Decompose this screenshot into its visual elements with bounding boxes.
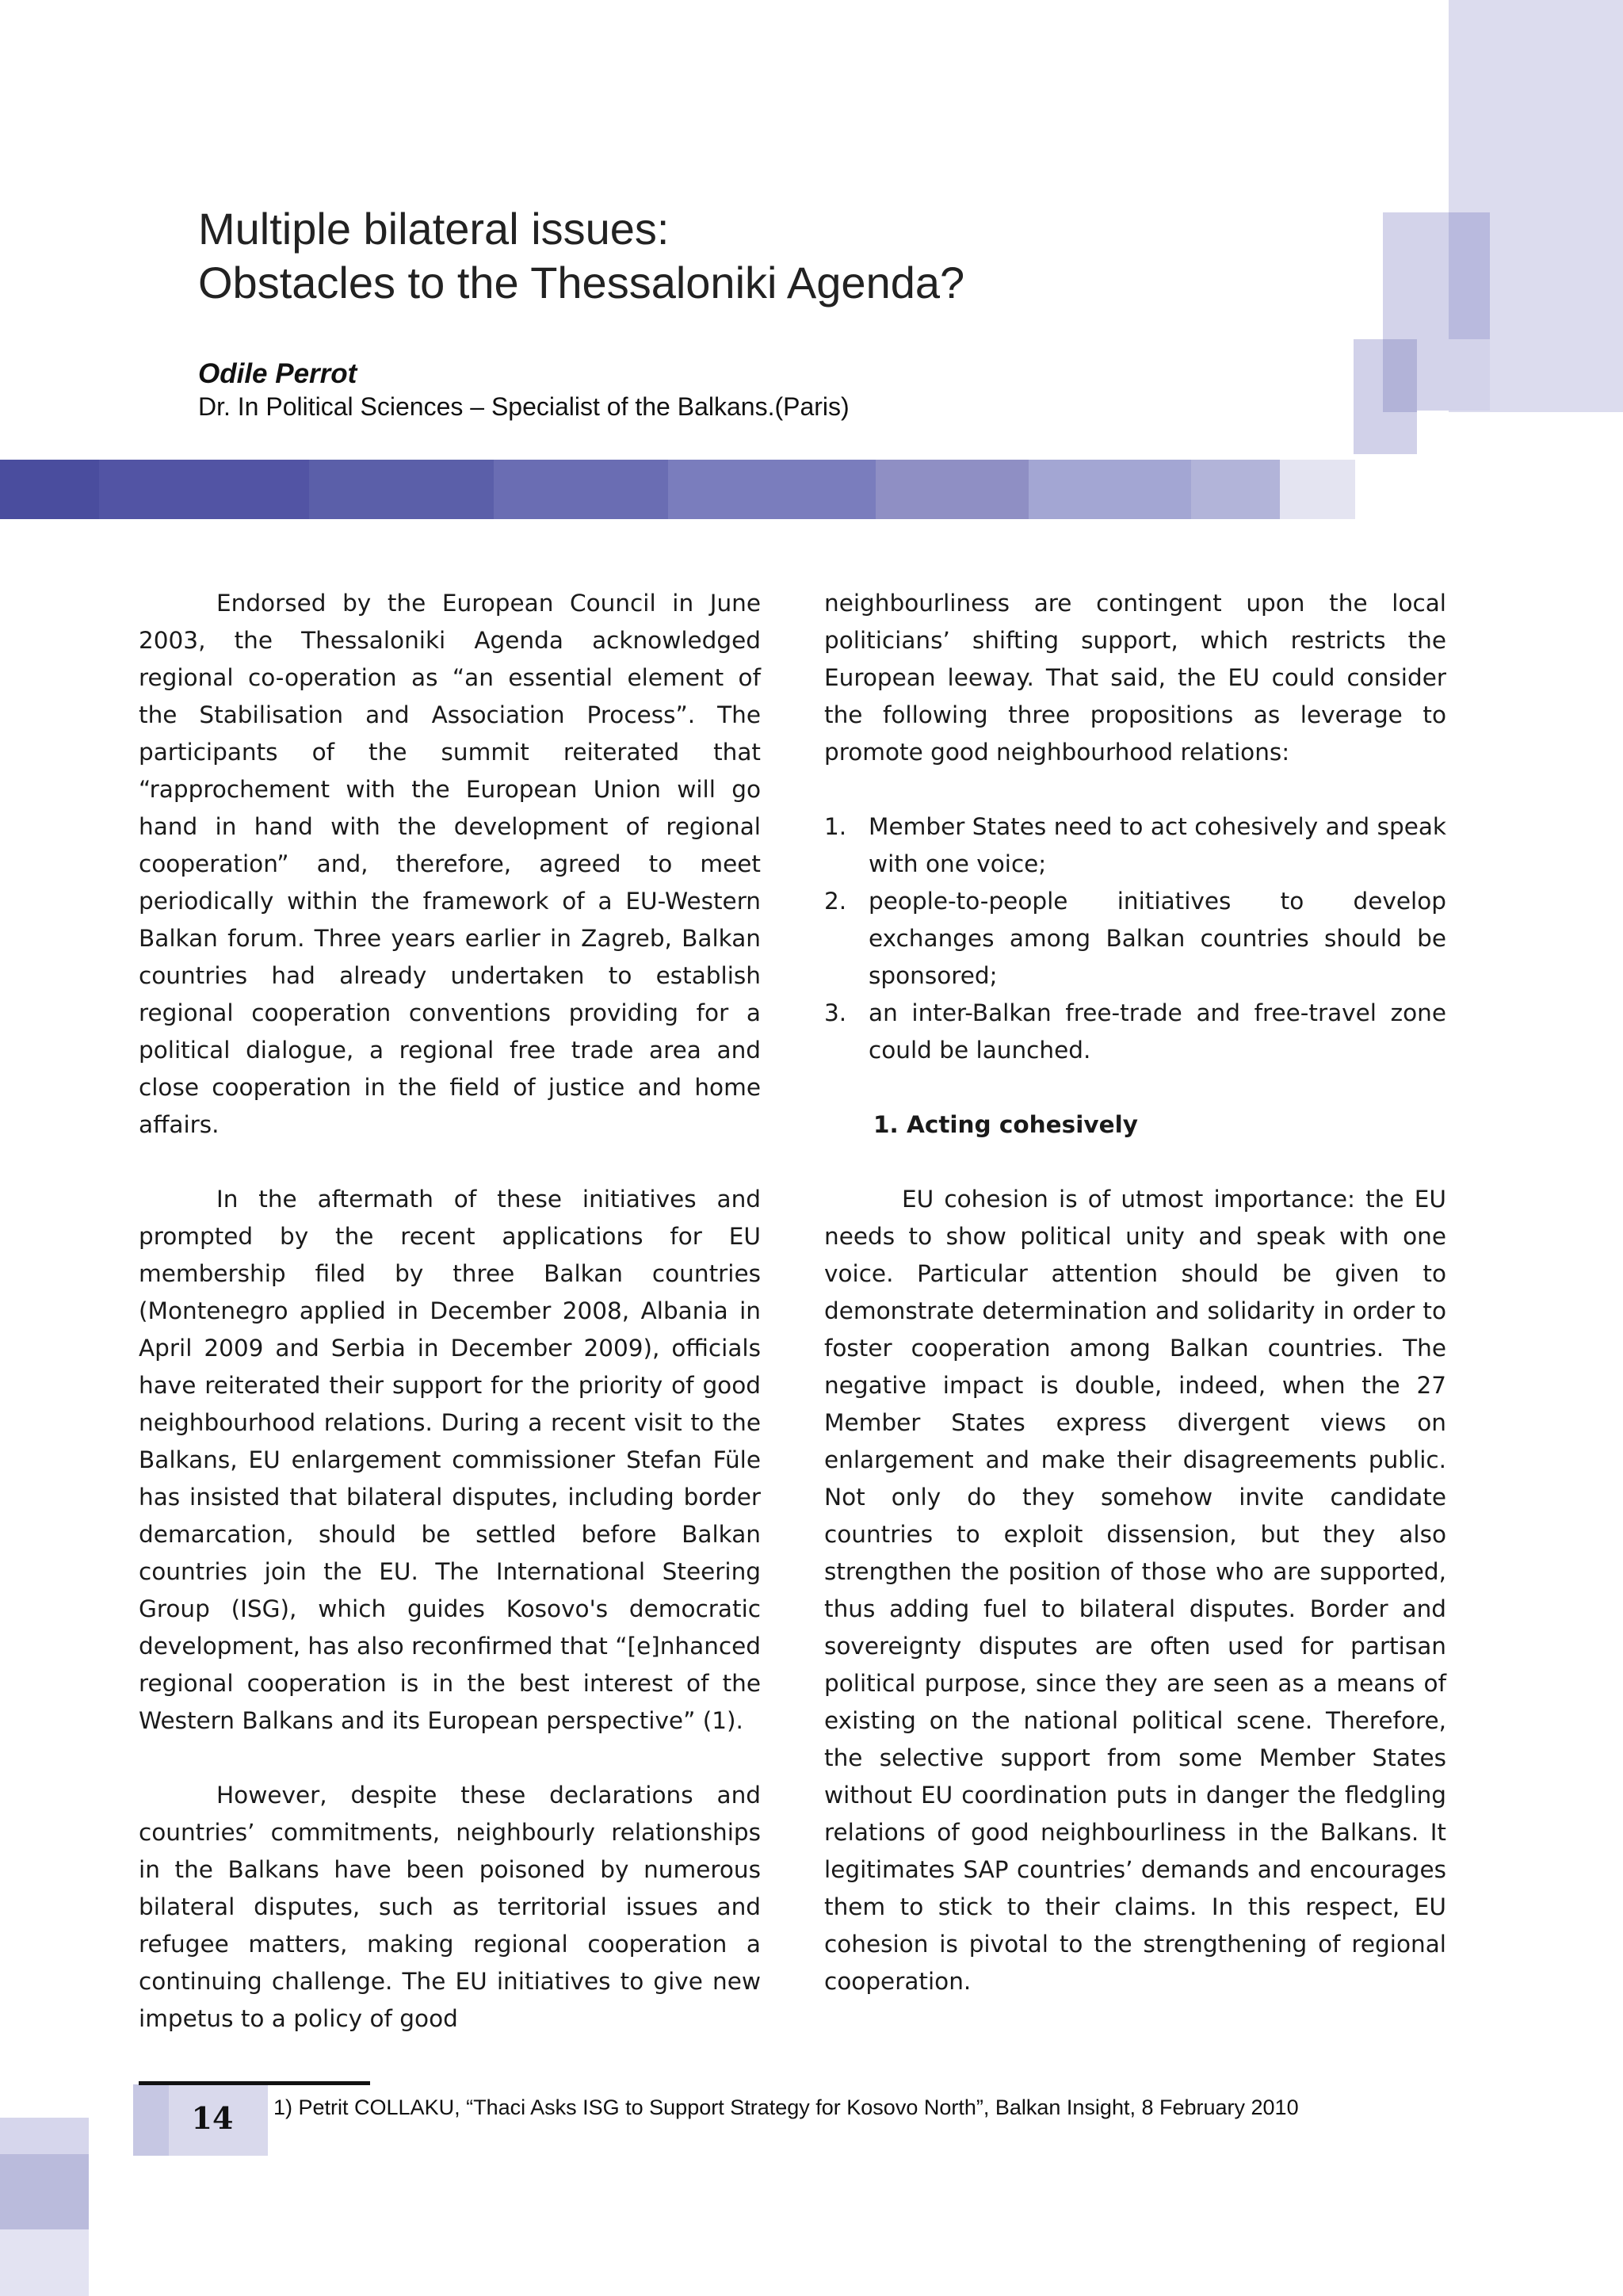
header-band xyxy=(0,460,99,519)
paragraph: EU cohesion is of utmost importance: the EU needs to show political unity and speak with one voice. Particular attention should be given to demonstrate determination and solidarity in order to foster cooperation among Balkan countries. The negative impact is double, indeed, when the 27 Member States express divergent views on enlargement and make their disagreements public. Not only do they somehow invite candidate countries to exploit dissension, but they also strengthen the position of those who are supported, thus adding fuel to bilateral disputes. Border and sovereignty disputes are often used for partisan political purpose, since they are seen as a means of existing on the national political scene. Therefore, the selective support from some Member States without EU coordination puts in danger the fledgling relations of good neighbourliness in the Balkans. It legitimates SAP countries’ demands and encourages them to stick to their claims. In this respect, EU cohesion is pivotal to the strengthening of regional cooperation. xyxy=(824,1186,1446,1995)
title-line-1: Multiple bilateral issues: xyxy=(198,204,670,254)
title-line-2: Obstacles to the Thessaloniki Agenda? xyxy=(198,258,965,308)
paragraph: Endorsed by the European Council in June 2003, the Thessaloniki Agenda acknowledged regional co-operation as “an essential element of the Stabilisation and Association Process”. The participants of the summit reiterated that “rapprochement with the European Union will go hand in hand with the development of regional cooperation” and, therefore, agreed to meet periodically within the framework of a EU-Western Balkan forum. Three years earlier in Zagreb, Balkan countries had already undertaken to establish regional cooperation conventions providing for a political dialogue, a regional free trade area and close cooperation in the field of justice and home affairs. xyxy=(139,590,761,1138)
decorative-square xyxy=(0,2154,89,2229)
header-band xyxy=(1191,460,1280,519)
list-item: 2. people-to-people initiatives to develop exchanges among Balkan countries should be sponsored; xyxy=(824,888,1446,989)
header-band xyxy=(876,460,1029,519)
decorative-square xyxy=(1383,339,1417,412)
paragraph: neighbourliness are contingent upon the local politicians’ shifting support, which restricts the European leeway. That said, the EU could consider the following three propositions as leverage to promote good neighbourhood relations: xyxy=(824,590,1446,766)
page-number: 14 xyxy=(191,2100,234,2136)
section-heading: 1. Acting cohesively xyxy=(873,1111,1138,1138)
footnote: 1) Petrit COLLAKU, “Thaci Asks ISG to Support Strategy for Kosovo North”, Balkan Insight, 8 February 2010 xyxy=(273,2095,1299,2119)
paragraph: However, despite these declarations and countries’ commitments, neighbourly relationships in the Balkans have been poisoned by numerous bilateral disputes, such as territorial issues and refugee matters, making regional cooperation a continuing challenge. The EU initiatives to give new impetus to a policy of good xyxy=(139,1782,761,2032)
list-item: 1. Member States need to act cohesively and speak with one voice; xyxy=(824,813,1446,877)
decorative-square xyxy=(1449,212,1490,339)
header-band xyxy=(1280,460,1355,519)
header-band xyxy=(99,460,309,519)
paragraph: In the aftermath of these initiatives and prompted by the recent applications for EU membership filed by three Balkan countries (Montenegro applied in December 2008, Albania in April 2009 and Serbia in December 2009), officials have reiterated their support for the priority of good neighbourhood relations. During a recent visit to the Balkans, EU enlargement commissioner Stefan Füle has insisted that bilateral disputes, including border demarcation, should be settled before Balkan countries join the EU. The International Steering Group (ISG), which guides Kosovo's democratic development, has also reconfirmed that “[e]nhanced regional cooperation is in the best interest of the Western Balkans and its European perspective” (1). xyxy=(139,1186,761,1734)
author-name: Odile Perrot xyxy=(198,358,357,389)
decorative-square xyxy=(133,2084,169,2156)
left-column xyxy=(139,585,761,2038)
list-item: 3. an inter-Balkan free-trade and free-travel zone could be launched. xyxy=(824,999,1446,1064)
right-column xyxy=(824,585,1446,2000)
article-title xyxy=(198,202,1308,310)
header-band xyxy=(494,460,668,519)
header-band xyxy=(668,460,876,519)
author-affiliation: Dr. In Political Sciences – Specialist of the Balkans.(Paris) xyxy=(198,392,850,421)
proposition-list xyxy=(824,808,1446,1069)
header-band xyxy=(1029,460,1191,519)
footnote-rule xyxy=(139,2081,370,2085)
decorative-square xyxy=(0,2229,89,2296)
header-band xyxy=(309,460,494,519)
